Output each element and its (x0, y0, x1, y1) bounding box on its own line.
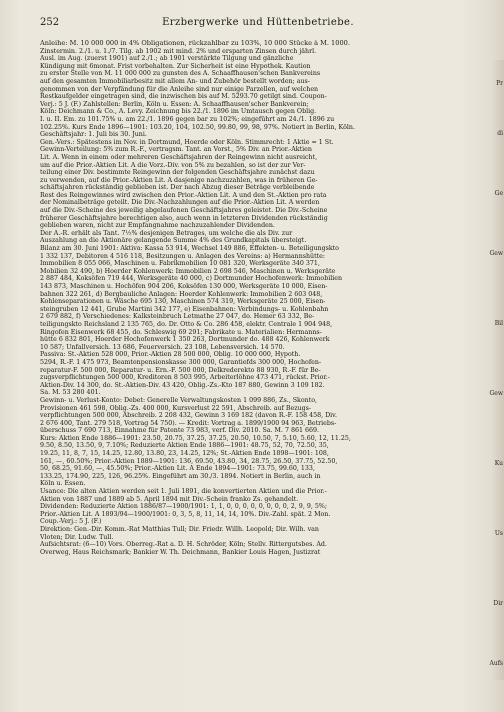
text-line: um auf die Prior.-Aktien Lit. A die Vorz.-Div. von 5% zu bezahlen, so ist der zur Ver- (40, 161, 306, 169)
text-line: reparatur-F. 500 000, Reparatur- u. Ern.-F. 500 000, Delkrederekto 88 930, R.-F. für Be- (40, 366, 321, 374)
text-line: 10 587; Unfallversich. 13 686, Feuerversich. 23 108, Lebensversich. 14 570. (40, 343, 285, 351)
text-line: Zinstermin. 2./1. u. 1./7. Tilg. ab 1902 mit mind. 2% und ersparten Zinsen durch jährl. (40, 47, 317, 55)
text-line: Köln: Deichmann & Co., A. Levy. Zeichnung bis 22./1. 1896 im Umtausch gegen Oblig. (40, 108, 317, 116)
text-line: Prior.-Aktien Lit. A 1893/94—1900/1901: 0, 3, 5, 8, 11, 14, 14, 10%. Div.-Zahl. spät. 2 Mon. (40, 510, 331, 518)
text-line: Kohlenseparationen u. Wäsche 695 130, Maschinen 574 319, Werksgeräte 25 000, Eisen- (40, 298, 326, 306)
margin-fragment: Gew (489, 390, 503, 397)
text-line: Kündigung mit 6monat. Frist vorbehalten. Zur Sicherheit ist eine Hypothek. Kaution (40, 62, 311, 70)
text-line: Ringofen Eisenwerk 68 455, do. Schleswig 69 291; Fabrikate u. Materialien: Hermanns- (40, 328, 322, 336)
text-line: 19.25, 11, 8, 7, 15, 14.25, 12.80, 13.80, 23, 14.25, 12%; St.-Aktien Ende 1898—1901: 108, (40, 450, 329, 458)
text-line: der Nominalbeträge geteilt. Die Div.-Nachzahlungen auf die Prior.-Aktien Lit. A werden (40, 199, 320, 207)
text-line: teilung einer Div. bestimmte Reingewinn der folgenden Geschäftsjahre zunächst dazu (40, 169, 315, 177)
text-line: genommen von der Verpfändung für die Anleihe sind nur einige Parzellen, auf welchen (40, 85, 319, 93)
text-line: Overweg, Haus Reichsmark; Bankier W. Th. Deichmann, Bankier Louis Hagen, Justizrat (40, 548, 321, 556)
text-line: Auszahlung an die Aktionäre gelangende Summe 4% des Grundkapitals übersteigt. (40, 237, 307, 245)
margin-fragment: Ge (494, 190, 503, 197)
text-line: Lit. A. Wenn in einem oder mehreren Geschäftsjahren der Reingewinn nicht ausreicht, (40, 153, 318, 161)
margin-fragment: Pr (496, 80, 503, 87)
text-line: hütte 6 832 801, Hoerder Hochofenwerk 1 350 263, Dortmunder do. 488 426, Kohlenwerk (40, 336, 330, 344)
body-text (40, 40, 480, 706)
text-line: Aufsichtsrat: (6—10) Vors. Oberreg.-Rat a. D. H. Schröder, Köln; Stellv. Rittergutsbes. Ad. (40, 541, 327, 549)
text-line: Restkaufgelder eingetragen sind, die inzwischen bis auf M. 5293.70 getilgt sind. Coupon- (40, 93, 327, 101)
text-line: zugsverpflichtungen 500 000, Kreditoren 8 503 995, Arbeiterlöhne 473 471, rückst. Prior.- (40, 374, 330, 382)
text-line: 102.25%. Kurs Ende 1896—1901: 103.20, 104, 102.50, 99.80, 99, 98, 97%. Notiert in Berlin, Köln. (40, 123, 355, 131)
text-line: schäftsjahren rückständig geblieben ist. Der nach Abzug dieser Beträge verbleibende (40, 184, 315, 192)
margin-fragment: Dir (493, 600, 503, 607)
margin-fragment: di (497, 130, 503, 137)
text-line: 2 679 882, f) Verschiedenes: Kalksteinbruch Letmathe 27 047, do. Hemer 63 332, Be- (40, 313, 315, 321)
text-line: 161, —, 60.50%; Prior.-Aktien 1889—1901: 136, 69.50, 43.80, 34, 28.75, 26.50, 37.75, 52.50, (40, 457, 338, 465)
text-line: Geschäftsjahr: 1. Juli bis 30. Juni. (40, 131, 147, 139)
text-line: zu erster Stelle von M. 11 000 000 zu gunsten des A. Schaaffhausen'schen Bankvereins (40, 70, 321, 78)
text-line: Vloten; Dir. Ludw. Tull. (40, 533, 114, 541)
text-line: Sa. M. 53 280 401. (40, 389, 101, 397)
text-line: Gen.-Vers.: Spätestens im Nov. in Dortmund, Hoerde oder Köln. Stimmrecht: 1 Aktie = 1 St. (40, 138, 334, 146)
text-line: Kurs: Aktien Ende 1886—1901: 23.50, 20.75, 37.25, 37.25, 20.50, 10.50, 7, 5.10, 5.60, 12, 11.25, (40, 434, 351, 442)
text-line: teiligungskto Reichsland 2 135 765, do. Dr. Otto & Co. 286 458, elektr. Centrale 1 904 948, (40, 320, 333, 328)
text-line: bahnen 322 261, d) Bergbauliche Anlagen: Hoerder Kohlenwerk: Immobilien 2 603 048, (40, 290, 323, 298)
text-line: verpflichtungen 500 000, Abschreib. 2 208 432, Gewinn 3 169 182 (davon R.-F. 158 458, Div. (40, 412, 337, 420)
text-line: Dividenden: Reduzierte Aktien 1886/87—1900/1901: 1, 1, 0, 0, 0, 0, 0, 0, 0, 0, 2, 9, 9, 5%; (40, 503, 327, 511)
text-line: geblieben waren, nicht zur Empfangnahme nachzuzahlender Dividenden. (40, 222, 275, 230)
text-line: Köln u. Essen. (40, 480, 86, 488)
text-line: Aktien von 1887 und 1889 ab 5. April 1894 mit Div.-Schein franko Zs. gehandelt. (40, 495, 299, 503)
text-line: auf den gesamten Immobiliarbesitz mit allem An- und Zubehör bestellt worden; aus- (40, 77, 310, 85)
page-number: 252 (40, 17, 60, 28)
text-line: 1 332 137, Debitoren 4 516 118, Besitzungen u. Anlagen des Vereins: a) Hermannshütte: (40, 252, 326, 260)
text-line: 2 887 484, Koksöfen 719 444, Werksgeräte 40 000, c) Dortmunder Hochofenwerk: Immobilien (40, 275, 343, 283)
text-line: Coup.-Verj.: 5 J. (F.) (40, 518, 102, 526)
text-line: Gewinn- u. Verlust-Konto: Debet: Generelle Verwaltungskosten 1 099 886, Zs., Skonto, (40, 396, 318, 404)
text-line: Ausl. im Aug. (zuerst 1901) auf 2./1.; ab 1901 verstärkte Tilgung und gänzliche (40, 55, 294, 63)
text-line: steingruben 12 441, Grube Martini 342 177, e) Eisenbahnen: Verbindungs- u. Kohlenbahn (40, 305, 329, 313)
text-line: auf die Div.-Scheine des jeweilig abgelaufenen Geschäftsjahres geleistet. Die Div.-Scheine (40, 207, 328, 215)
text-line: Gewinn-Verteilung: 5% zum R.-F., vertragsm. Tant. an Vorst., 5% Div. an Prior.-Aktien (40, 146, 312, 154)
text-line: 2 676 400, Tant. 279 518, Vortrag 54 750). — Kredit: Vortrag a. 1899/1900 94 963, Betriebs- (40, 419, 337, 427)
margin-fragment: Gew (489, 250, 503, 257)
running-title: Erzbergwerke und Hüttenbetriebe. (162, 17, 354, 28)
text-line: Aktien-Div. 14 300, do. St.-Aktien-Div. 43 420, Oblig.-Zs.-Kto 187 880, Gewinn 3 109 182. (40, 381, 325, 389)
margin-fragment: Aufs (489, 660, 503, 667)
text-line: Passiva: St.-Aktien 528 000, Prior.-Aktien 28 500 000, Oblig. 10 000 000, Hypoth. (40, 351, 301, 359)
text-line: 5294, R.-F. 1 475 973, Beamtenpensionskasse 300 000, Garantiefds 300 000, Hochofen- (40, 358, 322, 366)
text-line: Bilanz am 30. Juni 1901: Aktiva: Kassa 53 914, Wechsel 149 886, Effekten- u. Beteiligungskto (40, 245, 339, 253)
text-line: Rest des Reingewinnes wird zwischen den Prior.-Aktien Lit. A und den St.-Aktien pro rata (40, 191, 327, 199)
text-line: Usance: Die alten Aktien werden seit 1. Juli 1891, die konvertierten Aktien und die Prior.- (40, 488, 327, 496)
text-line: 50, 68.25, 91.60, —, 45.50%; Prior.-Aktien Lit. A Ende 1894—1901: 73.75, 99.60, 133, (40, 465, 315, 473)
text-line: Direktion: Gen.-Dir. Komm.-Rat Matthias Tull; Dir. Friedr. Willh. Leopold; Dir. Wilh. van (40, 526, 319, 533)
text-line: früherer Geschäftsjahre berechtigen also, auch wenn in letzteren Dividenden rückständig (40, 214, 328, 222)
text-line: Verj.: 5 J. (F.) Zahlstellen: Berlin, Köln u. Essen: A. Schaaffhausen'scher Bankverein; (40, 100, 309, 108)
text-line: zu verwenden, auf die Prior.-Aktien Lit. A dasjenige nachzuzahlen, was in früheren Ge- (40, 176, 318, 184)
text-line: Provisionen 461 598, Oblig.-Zs. 400 000, Kursverlust 22 591, Abschreib. auf Bezugs- (40, 404, 312, 412)
text-line: Immobilien 8 055 066, Maschinen u. Fabrikmobilien 10 081 320, Werksgeräte 340 371, (40, 260, 320, 268)
text-line: 9.50, 8.50, 13.50, 9, 7.10%; Reduzierte Aktien Ende 1886—1901: 48.75, 52, 70, 72.50, 35, (40, 442, 329, 450)
adjacent-page-margin (489, 60, 504, 680)
page-header (40, 16, 476, 30)
margin-fragment: Ku (494, 460, 503, 467)
margin-fragment: Us (494, 530, 503, 537)
margin-fragment: Bil (494, 320, 503, 327)
text-line: 133.25, 174.90, 225, 126, 96.25%. Eingeführt am 30./3. 1894. Notiert in Berlin, auch in (40, 472, 321, 480)
text-line: Anleihe: M. 10 000 000 in 4% Obligationen, rückzahlbar zu 103%, 10 000 Stücke à M. 1000. (40, 40, 350, 47)
text-line: Mobilien 32 490, b) Hoerder Kohlenwerk: Immobilien 2 698 546, Maschinen u. Werksgeräte (40, 267, 336, 275)
text-line: Der A.-R. erhält als Tant. 7½% desjenigen Betrages, um welche die als Div. zur (40, 229, 293, 237)
text-line: I. u. II. Em. zu 101.75% u. am 22./1. 1896 gegen bar zu 102%; eingeführt am 24./1. 1896 zu (40, 115, 335, 123)
text-line: 143 873, Maschinen u. Hochöfen 904 206, Koksöfen 130 000, Werksgeräte 10 000, Eisen- (40, 283, 328, 290)
text-line: überschuss 7 690 713, Einnahme für Patente 73 983, verf. Div. 2010. Sa. M. 7 861 669. (40, 427, 320, 435)
